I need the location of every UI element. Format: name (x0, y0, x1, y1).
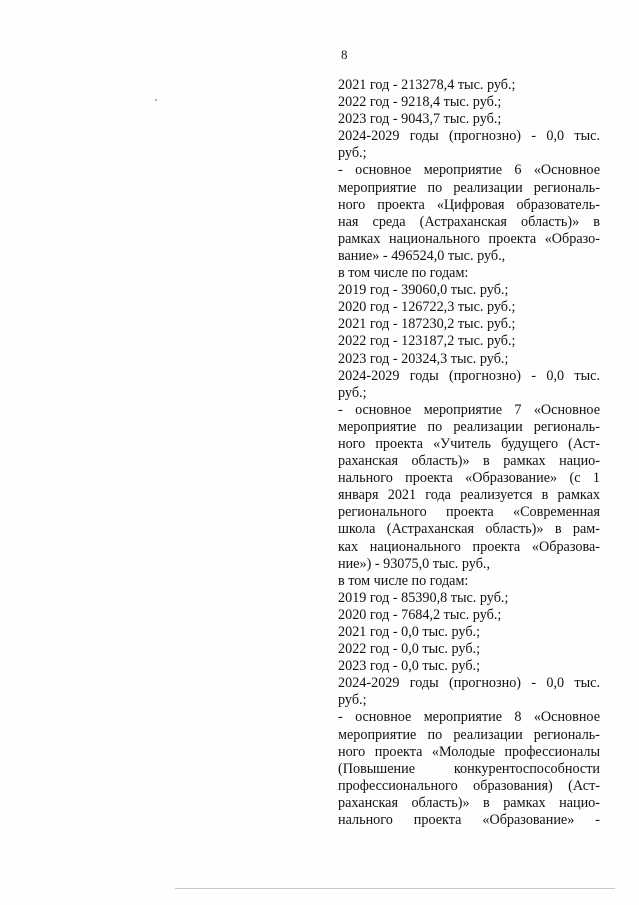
text-line: в том числе по годам: (338, 265, 469, 282)
text-line: мероприятие по реализации региональ- (338, 179, 600, 196)
text-line: 2023 год - 9043,7 тыс. руб.; (338, 111, 502, 128)
text-line: ного проекта «Молодые профессионалы (338, 743, 600, 760)
text-line: школа (Астраханская область)» в рам- (338, 521, 600, 538)
scan-speck (155, 99, 157, 101)
text-line: руб.; (338, 384, 367, 401)
text-line: 2023 год - 20324,3 тыс. руб.; (338, 350, 509, 367)
text-line: вание» - 496524,0 тыс. руб., (338, 247, 506, 264)
text-line: 2021 год - 187230,2 тыс. руб.; (338, 316, 516, 333)
text-line: ного проекта «Учитель будущего (Аст- (338, 435, 600, 452)
text-line: 2020 год - 126722,3 тыс. руб.; (338, 299, 516, 316)
text-line: в том числе по годам: (338, 572, 469, 589)
text-line: 2024-2029 годы (прогнозно) - 0,0 тыс. (338, 128, 600, 145)
text-line: 2021 год - 0,0 тыс. руб.; (338, 624, 481, 640)
text-line: рамках национального проекта «Образо- (338, 230, 600, 247)
text-line: ние») - 93075,0 тыс. руб., (338, 555, 491, 572)
text-line: руб.; (338, 692, 367, 709)
text-line: 2023 год - 0,0 тыс. руб.; (338, 658, 481, 675)
page-bottom-edge (175, 888, 615, 889)
text-line: - основное мероприятие 7 «Основное (338, 401, 600, 418)
text-line: регионального проекта «Современная (338, 504, 600, 521)
text-line: - основное мероприятие 6 «Основное (338, 162, 600, 179)
text-line: нального проекта «Образование» - (338, 812, 600, 829)
text-line: нального проекта «Образование» (с 1 (338, 470, 600, 487)
text-line: профессионального образования) (Аст- (338, 777, 600, 794)
text-line: 2022 год - 123187,2 тыс. руб.; (338, 333, 516, 350)
text-line: руб.; (338, 145, 367, 162)
text-line: 2024-2029 годы (прогнозно) - 0,0 тыс. (338, 367, 600, 384)
text-line: раханская область)» в рамках нацио- (338, 453, 600, 470)
document-body (338, 77, 600, 829)
text-line: 2022 год - 0,0 тыс. руб.; (338, 641, 481, 658)
text-line: раханская область)» в рамках нацио- (338, 794, 600, 811)
text-line: ная среда (Астраханская область)» в (338, 213, 600, 230)
text-line: 2019 год - 39060,0 тыс. руб.; (338, 282, 509, 299)
text-line: 2024-2029 годы (прогнозно) - 0,0 тыс. (338, 675, 600, 692)
text-line: мероприятие по реализации региональ- (338, 726, 600, 743)
text-line: 2020 год - 7684,2 тыс. руб.; (338, 606, 502, 623)
text-line: 2021 год - 213278,4 тыс. руб.; (338, 77, 516, 93)
text-line: мероприятие по реализации региональ- (338, 418, 600, 435)
page-number: 8 (341, 47, 348, 62)
text-line: 2019 год - 85390,8 тыс. руб.; (338, 589, 509, 606)
text-line: 2022 год - 9218,4 тыс. руб.; (338, 94, 502, 111)
text-line: ного проекта «Цифровая образователь- (338, 196, 600, 213)
text-line: (Повышение конкурентоспособности (338, 760, 600, 777)
text-line: - основное мероприятие 8 «Основное (338, 709, 600, 726)
text-line: января 2021 года реализуется в рамках (338, 487, 600, 504)
text-line: ках национального проекта «Образова- (338, 538, 600, 555)
